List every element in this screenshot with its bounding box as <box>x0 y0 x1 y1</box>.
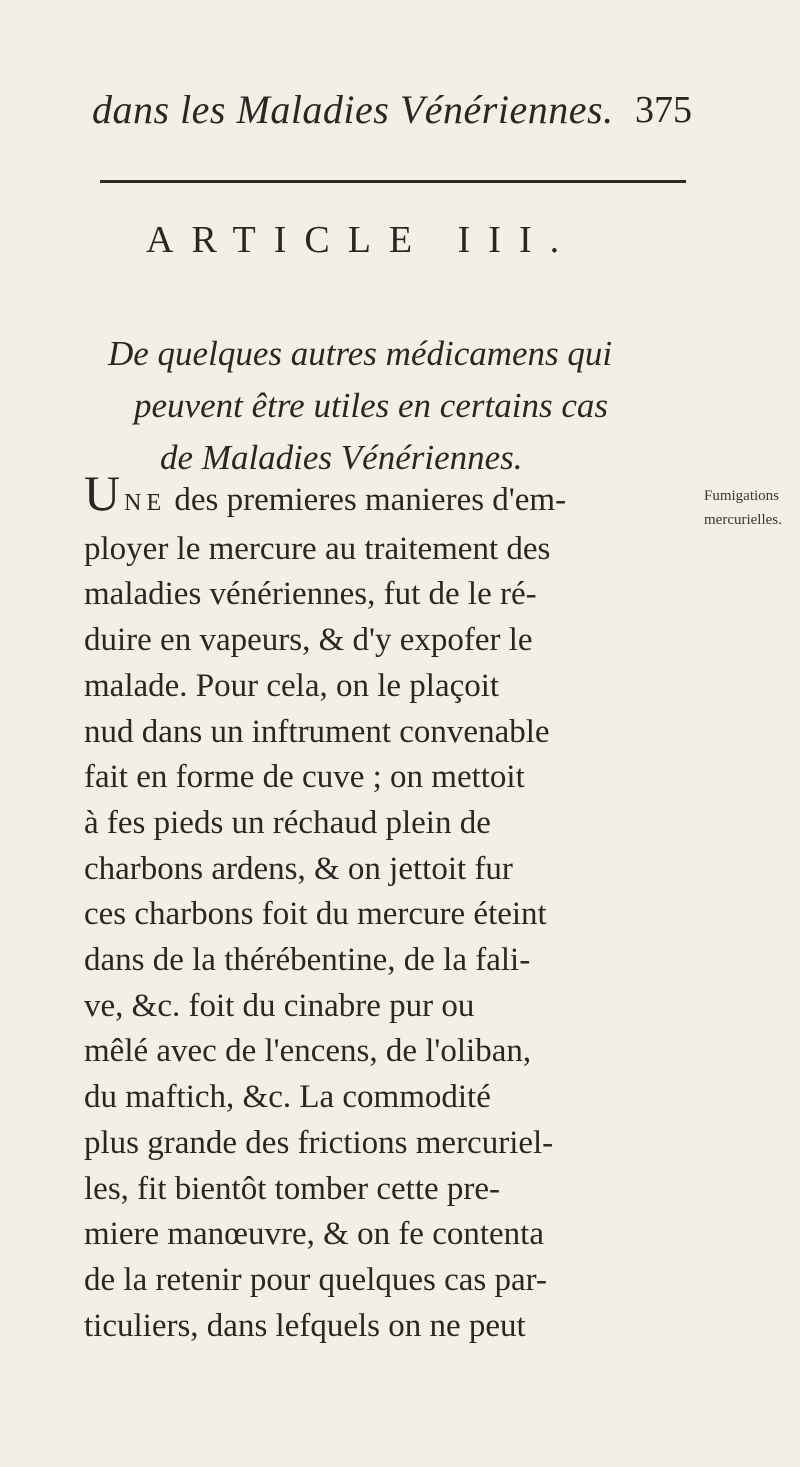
body-line: charbons ardens, & on jettoit fur <box>84 850 513 887</box>
subtitle-line: peuvent être utiles en certains cas <box>134 386 608 425</box>
body-line: duire en vapeurs, & d'y expofer le <box>84 622 533 659</box>
body-line: de la retenir pour quelques cas par- <box>84 1261 547 1298</box>
body-line: mêlé avec de l'encens, de l'oliban, <box>84 1033 532 1070</box>
body-line: plus grande des frictions mercuriel- <box>84 1124 554 1161</box>
drop-cap: U <box>84 465 121 521</box>
subtitle-line: De quelques autres médicamens qui <box>108 334 613 373</box>
first-line-text: des premieres manieres d'em- <box>166 482 567 518</box>
body-line: ve, &c. foit du cinabre pur ou <box>84 987 475 1024</box>
body-line: maladies vénériennes, fut de le ré- <box>84 576 537 613</box>
body-line: miere manœuvre, & on fe contenta <box>84 1216 544 1253</box>
body-line: les, fit bientôt tomber cette pre- <box>84 1170 501 1207</box>
header-rule <box>100 180 686 183</box>
page-number: 375 <box>635 89 692 131</box>
article-subtitle <box>96 328 696 484</box>
body-line: ticuliers, dans lefquels on ne peut <box>84 1307 526 1344</box>
body-line: nud dans un inftrument convenable <box>84 713 550 750</box>
first-word-smallcaps: NE <box>124 490 167 516</box>
body-line: à fes pieds un réchaud plein de <box>84 804 491 841</box>
body-line: fait en forme de cuve ; on mettoit <box>84 759 525 796</box>
body-paragraph <box>84 465 694 1349</box>
running-header <box>92 86 692 146</box>
body-line: dans de la thérébentine, de la fali- <box>84 942 531 979</box>
body-line: du maftich, &c. La commodité <box>84 1079 491 1116</box>
article-heading: ARTICLE III. <box>146 219 578 261</box>
body-first-line <box>84 465 694 527</box>
body-line: malade. Pour cela, on le plaçoit <box>84 667 500 704</box>
marginal-note <box>704 484 800 532</box>
running-title: dans les Maladies Vénériennes. <box>92 87 614 132</box>
marginal-note-line: mercurielles. <box>704 512 782 528</box>
marginal-note-line: Fumigations <box>704 488 780 504</box>
subtitle-line: de Maladies Vénériennes. <box>160 438 523 477</box>
body-line: ployer le mercure au traitement des <box>84 530 551 567</box>
body-line: ces charbons foit du mercure éteint <box>84 896 547 933</box>
